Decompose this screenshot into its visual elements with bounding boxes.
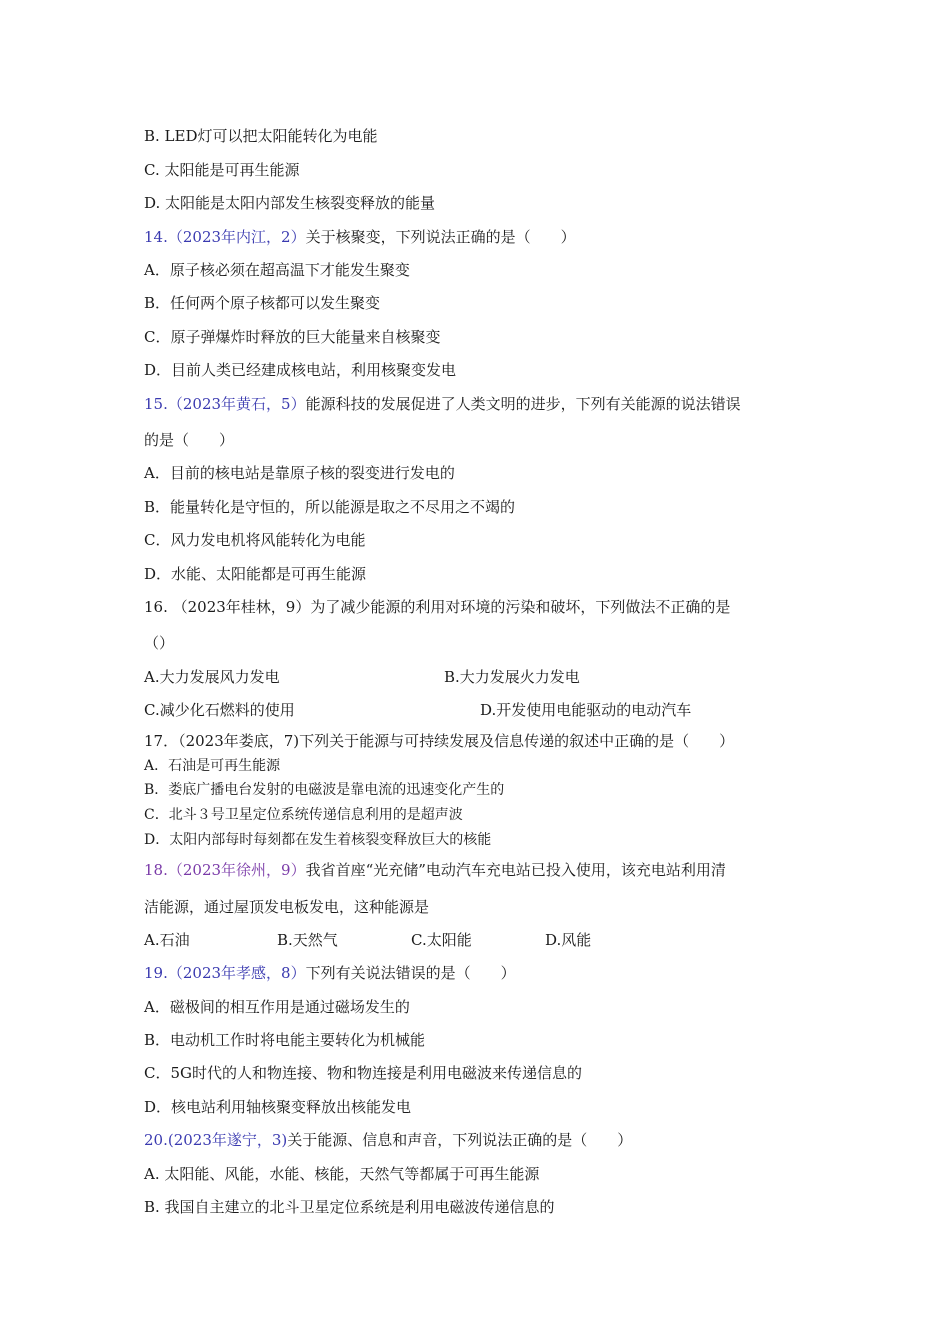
q13-option-d: D. 太阳能是太阳内部发生核裂变释放的能量 (144, 194, 436, 212)
q16-option-a: A.大力发展风力发电 (144, 668, 280, 686)
q19-text: 下列有关说法错误的是（ ） (305, 964, 516, 982)
q14-option-b: B．任何两个原子核都可以发生聚变 (144, 294, 381, 312)
q18-option-b: B.天然气 (277, 931, 338, 949)
q14-source: （2023年内江，2） (167, 228, 306, 246)
q19-source: （2023年孝感，8） (167, 964, 306, 982)
q16-stem-cont: （） (144, 634, 175, 652)
q20-stem (144, 1130, 632, 1150)
q14-number: 14. (144, 228, 168, 246)
q18-number: 18. (144, 861, 168, 879)
q15-option-b: B．能量转化是守恒的，所以能源是取之不尽用之不竭的 (144, 498, 516, 516)
q19-option-b: B．电动机工作时将电能主要转化为机械能 (144, 1031, 426, 1049)
q16-option-d: D.开发使用电能驱动的电动汽车 (480, 701, 692, 719)
q19-option-a: A．磁极间的相互作用是通过磁场发生的 (144, 998, 410, 1016)
q15-text: 能源科技的发展促进了人类文明的进步，下列有关能源的说法错误 (305, 395, 741, 413)
q15-option-c: C．风力发电机将风能转化为电能 (144, 531, 366, 549)
q13-option-b: B. LED灯可以把太阳能转化为电能 (144, 127, 378, 145)
q15-stem-cont: 的是（ ） (144, 431, 235, 449)
q17-stem: 17．（2023年娄底，7)下列关于能源与可持续发展及信息传递的叙述中正确的是（ ） (144, 732, 735, 750)
q18-stem-cont: 洁能源，通过屋顶发电板发电，这种能源是 (144, 898, 430, 916)
q14-text: 关于核聚变，下列说法正确的是（ ） (305, 228, 576, 246)
q14-option-d: D．目前人类已经建成核电站，利用核聚变发电 (144, 361, 457, 379)
q15-number: 15. (144, 395, 168, 413)
q14-option-c: C．原子弹爆炸时释放的巨大能量来自核聚变 (144, 328, 441, 346)
q17-option-a: A．石油是可再生能源 (144, 758, 281, 774)
q16-option-b: B.大力发展火力发电 (444, 668, 580, 686)
q15-option-a: A．目前的核电站是靠原子核的裂变进行发电的 (144, 464, 455, 482)
q18-option-c: C.太阳能 (411, 931, 472, 949)
q18-option-a: A.石油 (144, 931, 190, 949)
q18-option-d: D.风能 (545, 931, 592, 949)
q20-text: 关于能源、信息和声音，下列说法正确的是（ ） (287, 1131, 633, 1149)
q19-stem (144, 963, 516, 983)
q16-option-c: C.减少化石燃料的使用 (144, 701, 295, 719)
q17-option-d: D．太阳内部每时每刻都在发生着核裂变释放巨大的核能 (144, 832, 492, 848)
q18-source: （2023年徐州，9） (167, 861, 306, 879)
q17-option-c: C．北斗３号卫星定位系统传递信息利用的是超声波 (144, 807, 463, 823)
q17-option-b: B．娄底广播电台发射的电磁波是靠电流的迅速变化产生的 (144, 782, 505, 798)
q18-stem (144, 860, 726, 880)
q20-option-b: B. 我国自主建立的北斗卫星定位系统是利用电磁波传递信息的 (144, 1198, 555, 1216)
q13-option-c: C. 太阳能是可再生能源 (144, 161, 300, 179)
q15-stem (144, 394, 741, 414)
q19-option-c: C．5G时代的人和物连接、物和物连接是利用电磁波来传递信息的 (144, 1064, 583, 1082)
q20-source: (2023年遂宁，3) (167, 1131, 288, 1149)
q15-source: （2023年黄石，5） (167, 395, 306, 413)
q19-option-d: D．核电站利用轴核聚变释放出核能发电 (144, 1098, 412, 1116)
q20-number: 20. (144, 1131, 168, 1149)
q14-stem (144, 227, 576, 247)
q20-option-a: A. 太阳能、风能，水能、核能，天然气等都属于可再生能源 (144, 1165, 540, 1183)
q14-option-a: A．原子核必须在超高温下才能发生聚变 (144, 261, 410, 279)
q16-stem: 16. （2023年桂林，9）为了减少能源的利用对环境的污染和破坏，下列做法不正确的是 (144, 598, 731, 616)
q19-number: 19. (144, 964, 168, 982)
q18-text: 我省首座“光充储”电动汽车充电站已投入使用，该充电站利用清 (305, 861, 726, 879)
q15-option-d: D．水能、太阳能都是可再生能源 (144, 565, 367, 583)
